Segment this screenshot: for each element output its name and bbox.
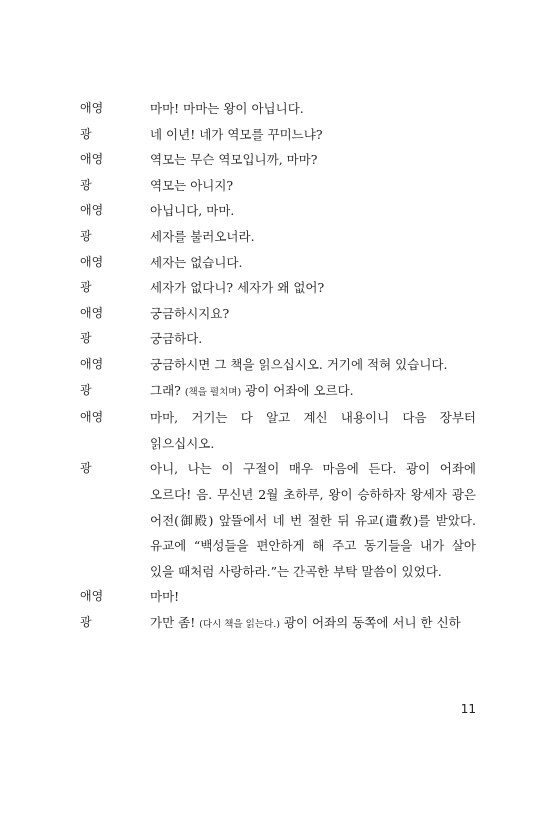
dialogue-text (150, 610, 476, 638)
dialogue-text (150, 456, 476, 584)
speaker-name: 광 (80, 382, 92, 397)
stage-direction: (책을 펼치며) (184, 386, 242, 398)
dialogue-line (80, 173, 476, 199)
dialogue-text (150, 122, 476, 148)
speaker-name: 애영 (80, 152, 104, 167)
speaker-name: 애영 (80, 101, 104, 115)
dialogue-text (150, 352, 476, 378)
dialogue-text (150, 584, 476, 610)
dialogue-text (150, 250, 476, 276)
dialogue-text (150, 147, 476, 173)
stage-direction: (다시 책을 읽는다.) (199, 618, 280, 630)
speaker-name: 애영 (80, 254, 104, 269)
dialogue-line (80, 122, 476, 148)
dialogue-text (150, 275, 476, 301)
dialogue-text (150, 198, 476, 224)
dialogue-line (80, 352, 476, 378)
dialogue-line (80, 405, 476, 456)
dialogue-text (150, 173, 476, 199)
speaker-name: 광 (80, 177, 92, 192)
spoken-text: 가만 좀! (150, 614, 200, 630)
speaker-name: 애영 (80, 410, 104, 425)
speaker-name: 광 (80, 280, 92, 295)
dialogue-line (80, 147, 476, 173)
dialogue-line (80, 301, 476, 327)
spoken-text: 마마! (150, 589, 180, 605)
dialogue-line (80, 250, 476, 276)
dialogue-line (80, 96, 476, 122)
spoken-text: 세자는 없습니다. (150, 254, 243, 270)
dialogue-text (150, 96, 476, 122)
speaker-name: 애영 (80, 203, 104, 218)
spoken-text: 궁금하시지요? (150, 305, 230, 321)
spoken-text: 세자가 없다니? 세자가 왜 없어? (150, 280, 325, 296)
dialogue-line (80, 198, 476, 224)
speaker-name: 광 (80, 614, 92, 629)
speaker-name: 광 (80, 461, 92, 476)
speaker-name: 광 (80, 126, 92, 141)
speaker-name: 애영 (80, 305, 104, 320)
speaker-name: 광 (80, 331, 92, 346)
spoken-text: 네 이년! 네가 역모를 꾸미느냐? (150, 126, 323, 142)
page-number: 11 (460, 702, 476, 716)
dialogue-line (80, 224, 476, 250)
spoken-text: 마마, 거기는 다 알고 계신 내용이니 다음 장부터 읽으십시오. (150, 410, 476, 451)
dialogue-line (80, 326, 476, 352)
dialogue-line (80, 378, 476, 406)
dialogue-line (80, 610, 476, 638)
spoken-text: 궁금하다. (150, 331, 203, 347)
spoken-text: 아닙니다, 마마. (150, 203, 235, 219)
dialogue-text (150, 326, 476, 352)
spoken-text: 세자를 불러오너라. (150, 228, 255, 244)
spoken-text: 역모는 무슨 역모입니까, 마마? (150, 152, 318, 168)
spoken-text: 역모는 아니지? (150, 177, 234, 193)
speaker-name: 애영 (80, 356, 104, 371)
spoken-text: 아니, 나는 이 구절이 매우 마음에 든다. 광이 어좌에 오르다! 음. 무신년 2월 초하루, 왕이 승하하자 왕세자 광은 어전(御殿) 앞뜰에서 네 번 절한 뒤 유교(遺敎)를 받았다. 유교에 “백성들을 편안하게 해 주고 동기들을 내가 살아 있을 때처럼 사랑하라.”는 간곡한 부탁 말씀이 있었다. (150, 461, 476, 579)
spoken-text: 궁금하시면 그 책을 읽으십시오. 거기에 적혀 있습니다. (150, 356, 448, 372)
dialogue-block (80, 96, 476, 637)
spoken-text: 광이 어좌에 오르다. (241, 382, 354, 398)
dialogue-text (150, 378, 476, 406)
speaker-name: 애영 (80, 589, 104, 604)
dialogue-text (150, 224, 476, 250)
dialogue-line (80, 275, 476, 301)
dialogue-line (80, 456, 476, 584)
spoken-text: 마마! 마마는 왕이 아닙니다. (150, 101, 304, 116)
speaker-name: 광 (80, 228, 92, 243)
dialogue-line (80, 584, 476, 610)
dialogue-text (150, 405, 476, 456)
spoken-text: 광이 어좌의 동쪽에 서니 한 신하 (279, 614, 461, 630)
dialogue-text (150, 301, 476, 327)
spoken-text: 그래? (150, 382, 185, 398)
